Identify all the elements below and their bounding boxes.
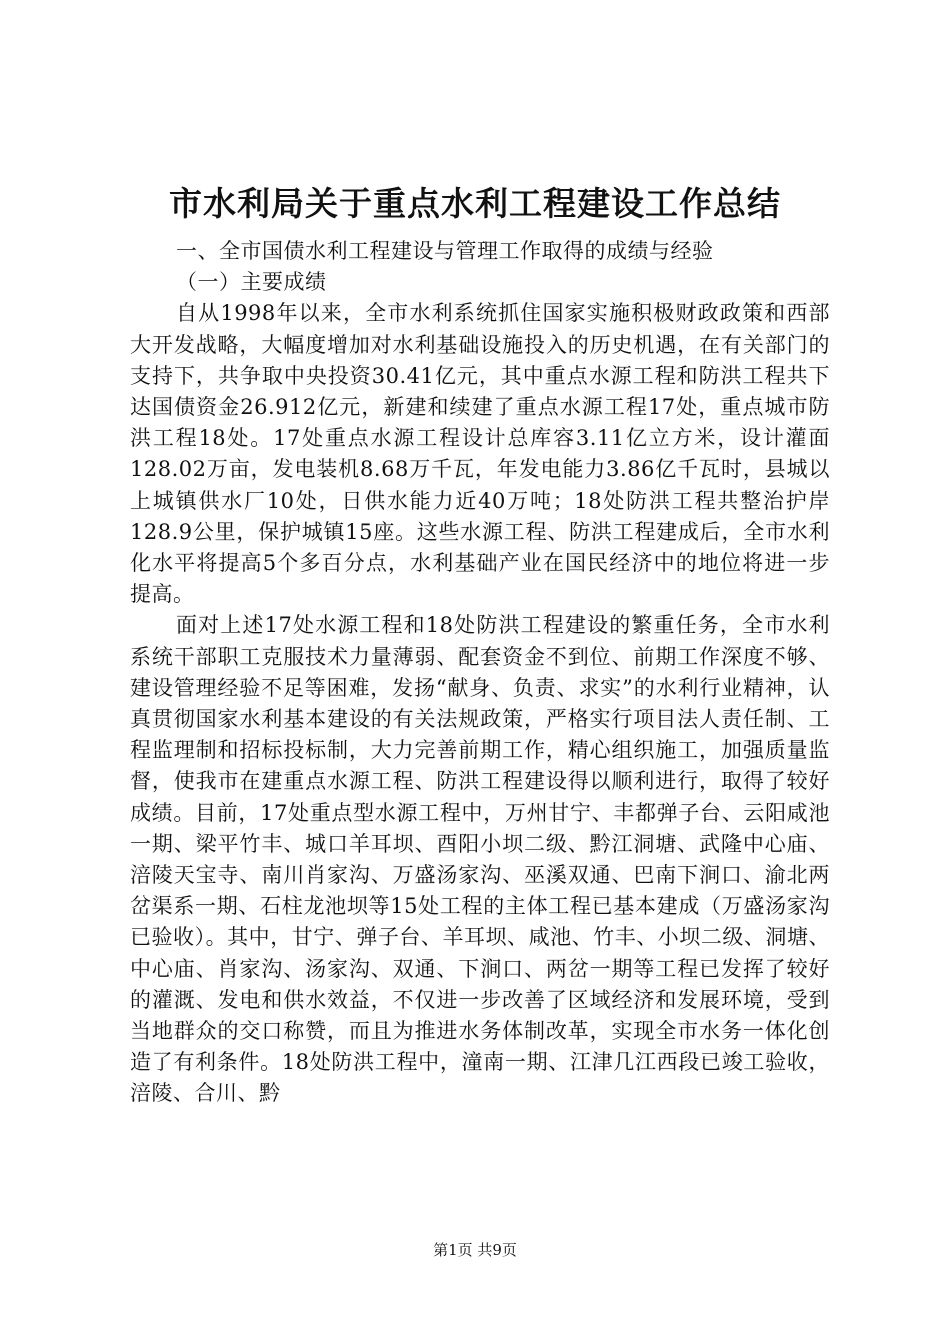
subsection-heading: （一）主要成绩 <box>176 270 327 295</box>
paragraph-1: 自从1998年以来，全市水利系统抓住国家实施积极财政政策和西部大开发战略，大幅度增加对水利基础设施投入的历史机遇，在有关部门的支持下，共争取中央投资30.41亿元，其中重点水源工程和防洪工程共下达国债资金26.912亿元，新建和续建了重点水源工程17处，重点城市防洪工程18处。17处重点水源工程设计总库容3.11亿立方米，设计灌面128.02万亩，发电装机8.68万千瓦，年发电能力3.86亿千瓦时，县城以上城镇供水厂10处，日供水能力近40万吨；18处防洪工程共整治护岸128.9公里，保护城镇15座。这些水源工程、防洪工程建成后，全市水利化水平将提高5个多百分点，水利基础产业在国民经济中的地位将进一步提高。 <box>130 301 830 607</box>
page-footer: 第1页 共9页 <box>433 1241 517 1259</box>
paragraph-2: 面对上述17处水源工程和18处防洪工程建设的繁重任务，全市水利系统干部职工克服技术力量薄弱、配套资金不到位、前期工作深度不够、建设管理经验不足等困难，发扬“献身、负责、求实”的水利行业精神，认真贯彻国家水利基本建设的有关法规政策，严格实行项目法人责任制、工程监理制和招标投标制，大力完善前期工作，精心组织施工，加强质量监督，使我市在建重点水源工程、防洪工程建设得以顺利进行，取得了较好成绩。目前，17处重点型水源工程中，万州甘宁、丰都弹子台、云阳咸池一期、梁平竹丰、城口羊耳坝、酉阳小坝二级、黔江洞塘、武隆中心庙、涪陵天宝寺、南川肖家沟、万盛汤家沟、巫溪双通、巴南下涧口、渝北两岔渠系一期、石柱龙池坝等15处工程的主体工程已基本建成（万盛汤家沟已验收）。其中，甘宁、弹子台、羊耳坝、咸池、竹丰、小坝二级、洞塘、中心庙、肖家沟、汤家沟、双通、下涧口、两岔一期等工程已发挥了较好的灌溉、发电和供水效益，不仅进一步改善了区域经济和发展环境，受到当地群众的交口称赞，而且为推进水务体制改革，实现全市水务一体化创造了有利条件。18处防洪工程中，潼南一期、江津几江西段已竣工验收，涪陵、合川、黔 <box>130 613 830 1106</box>
section-heading: 一、全市国债水利工程建设与管理工作取得的成绩与经验 <box>176 239 714 263</box>
document-title: 市水利局关于重点水利工程建设工作总结 <box>169 184 781 223</box>
document-body <box>130 236 830 1110</box>
